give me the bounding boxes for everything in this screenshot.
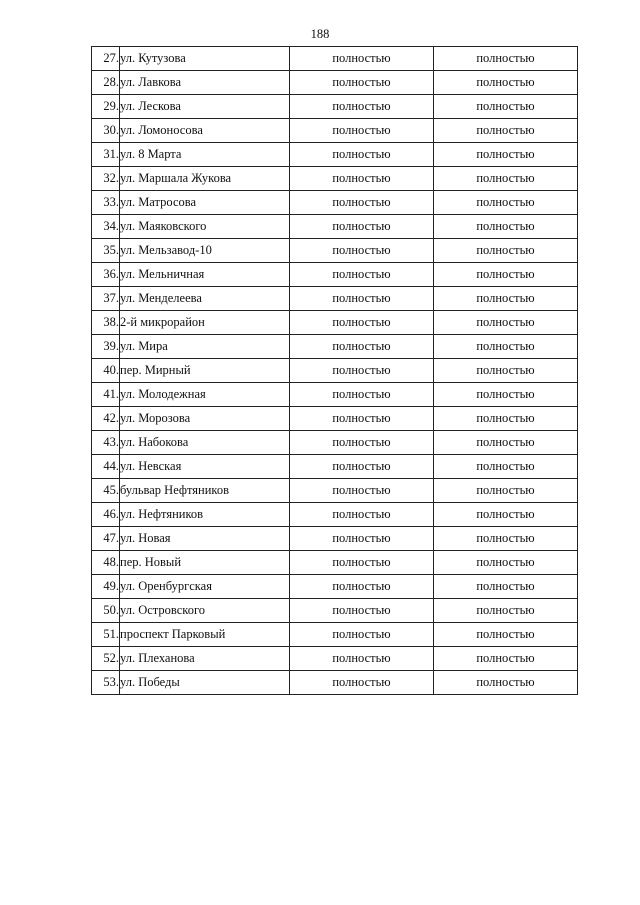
coverage-cell-1: полностью bbox=[290, 287, 434, 311]
coverage-cell-1: полностью bbox=[290, 623, 434, 647]
street-name-cell: ул. Маяковского bbox=[120, 215, 290, 239]
row-number-cell: 33. bbox=[92, 191, 120, 215]
street-name-cell: ул. Матросова bbox=[120, 191, 290, 215]
streets-table bbox=[91, 46, 578, 695]
street-name-cell: ул. Победы bbox=[120, 671, 290, 695]
row-number-cell: 41. bbox=[92, 383, 120, 407]
coverage-cell-2: полностью bbox=[434, 623, 578, 647]
page-number: 188 bbox=[310, 27, 330, 41]
table-row bbox=[92, 167, 578, 191]
table-row bbox=[92, 599, 578, 623]
coverage-cell-1: полностью bbox=[290, 527, 434, 551]
row-number-cell: 46. bbox=[92, 503, 120, 527]
table-row bbox=[92, 263, 578, 287]
row-number-cell: 27. bbox=[92, 47, 120, 71]
coverage-cell-2: полностью bbox=[434, 335, 578, 359]
coverage-cell-1: полностью bbox=[290, 359, 434, 383]
coverage-cell-1: полностью bbox=[290, 671, 434, 695]
coverage-cell-2: полностью bbox=[434, 239, 578, 263]
coverage-cell-2: полностью bbox=[434, 407, 578, 431]
row-number-cell: 52. bbox=[92, 647, 120, 671]
street-name-cell: ул. Молодежная bbox=[120, 383, 290, 407]
street-name-cell: ул. Новая bbox=[120, 527, 290, 551]
coverage-cell-1: полностью bbox=[290, 431, 434, 455]
street-name-cell: ул. Плеханова bbox=[120, 647, 290, 671]
table-row bbox=[92, 335, 578, 359]
street-name-cell: пер. Новый bbox=[120, 551, 290, 575]
coverage-cell-2: полностью bbox=[434, 503, 578, 527]
street-name-cell: ул. Мира bbox=[120, 335, 290, 359]
coverage-cell-1: полностью bbox=[290, 575, 434, 599]
street-name-cell: ул. Лескова bbox=[120, 95, 290, 119]
row-number-cell: 43. bbox=[92, 431, 120, 455]
coverage-cell-2: полностью bbox=[434, 263, 578, 287]
table-row bbox=[92, 143, 578, 167]
coverage-cell-2: полностью bbox=[434, 551, 578, 575]
row-number-cell: 30. bbox=[92, 119, 120, 143]
coverage-cell-1: полностью bbox=[290, 143, 434, 167]
coverage-cell-1: полностью bbox=[290, 407, 434, 431]
row-number-cell: 35. bbox=[92, 239, 120, 263]
coverage-cell-1: полностью bbox=[290, 47, 434, 71]
coverage-cell-1: полностью bbox=[290, 119, 434, 143]
coverage-cell-2: полностью bbox=[434, 383, 578, 407]
coverage-cell-1: полностью bbox=[290, 455, 434, 479]
street-name-cell: ул. Морозова bbox=[120, 407, 290, 431]
coverage-cell-2: полностью bbox=[434, 71, 578, 95]
row-number-cell: 48. bbox=[92, 551, 120, 575]
street-name-cell: ул. Набокова bbox=[120, 431, 290, 455]
table-row bbox=[92, 503, 578, 527]
street-name-cell: ул. Маршала Жукова bbox=[120, 167, 290, 191]
table-body bbox=[92, 47, 578, 695]
coverage-cell-2: полностью bbox=[434, 575, 578, 599]
street-name-cell: бульвар Нефтяников bbox=[120, 479, 290, 503]
row-number-cell: 32. bbox=[92, 167, 120, 191]
street-name-cell: 2-й микрорайон bbox=[120, 311, 290, 335]
coverage-cell-2: полностью bbox=[434, 143, 578, 167]
coverage-cell-1: полностью bbox=[290, 215, 434, 239]
table-row bbox=[92, 671, 578, 695]
coverage-cell-1: полностью bbox=[290, 311, 434, 335]
row-number-cell: 38. bbox=[92, 311, 120, 335]
table-row bbox=[92, 287, 578, 311]
coverage-cell-2: полностью bbox=[434, 479, 578, 503]
coverage-cell-2: полностью bbox=[434, 47, 578, 71]
row-number-cell: 53. bbox=[92, 671, 120, 695]
coverage-cell-2: полностью bbox=[434, 95, 578, 119]
table-row bbox=[92, 647, 578, 671]
coverage-cell-2: полностью bbox=[434, 191, 578, 215]
table-row bbox=[92, 383, 578, 407]
row-number-cell: 28. bbox=[92, 71, 120, 95]
table-row bbox=[92, 71, 578, 95]
row-number-cell: 42. bbox=[92, 407, 120, 431]
street-name-cell: проспект Парковый bbox=[120, 623, 290, 647]
street-name-cell: ул. Кутузова bbox=[120, 47, 290, 71]
coverage-cell-1: полностью bbox=[290, 479, 434, 503]
row-number-cell: 51. bbox=[92, 623, 120, 647]
table-row bbox=[92, 527, 578, 551]
coverage-cell-1: полностью bbox=[290, 647, 434, 671]
row-number-cell: 36. bbox=[92, 263, 120, 287]
table-row bbox=[92, 95, 578, 119]
table-row bbox=[92, 623, 578, 647]
row-number-cell: 50. bbox=[92, 599, 120, 623]
coverage-cell-2: полностью bbox=[434, 431, 578, 455]
coverage-cell-2: полностью bbox=[434, 167, 578, 191]
street-name-cell: ул. Нефтяников bbox=[120, 503, 290, 527]
coverage-cell-2: полностью bbox=[434, 455, 578, 479]
table-row bbox=[92, 191, 578, 215]
table-row bbox=[92, 311, 578, 335]
table-row bbox=[92, 359, 578, 383]
street-name-cell: ул. Менделеева bbox=[120, 287, 290, 311]
coverage-cell-2: полностью bbox=[434, 311, 578, 335]
coverage-cell-1: полностью bbox=[290, 191, 434, 215]
coverage-cell-1: полностью bbox=[290, 95, 434, 119]
coverage-cell-1: полностью bbox=[290, 383, 434, 407]
row-number-cell: 31. bbox=[92, 143, 120, 167]
coverage-cell-1: полностью bbox=[290, 263, 434, 287]
table-row bbox=[92, 551, 578, 575]
table-row bbox=[92, 407, 578, 431]
table-row bbox=[92, 431, 578, 455]
street-name-cell: пер. Мирный bbox=[120, 359, 290, 383]
row-number-cell: 45. bbox=[92, 479, 120, 503]
street-name-cell: ул. Оренбургская bbox=[120, 575, 290, 599]
row-number-cell: 49. bbox=[92, 575, 120, 599]
table-row bbox=[92, 215, 578, 239]
street-name-cell: ул. Мельзавод-10 bbox=[120, 239, 290, 263]
coverage-cell-2: полностью bbox=[434, 287, 578, 311]
row-number-cell: 39. bbox=[92, 335, 120, 359]
coverage-cell-2: полностью bbox=[434, 599, 578, 623]
table-row bbox=[92, 239, 578, 263]
coverage-cell-2: полностью bbox=[434, 647, 578, 671]
coverage-cell-2: полностью bbox=[434, 119, 578, 143]
coverage-cell-1: полностью bbox=[290, 599, 434, 623]
street-name-cell: ул. Невская bbox=[120, 455, 290, 479]
row-number-cell: 40. bbox=[92, 359, 120, 383]
coverage-cell-1: полностью bbox=[290, 503, 434, 527]
coverage-cell-2: полностью bbox=[434, 215, 578, 239]
row-number-cell: 34. bbox=[92, 215, 120, 239]
row-number-cell: 29. bbox=[92, 95, 120, 119]
coverage-cell-2: полностью bbox=[434, 671, 578, 695]
row-number-cell: 37. bbox=[92, 287, 120, 311]
row-number-cell: 44. bbox=[92, 455, 120, 479]
coverage-cell-1: полностью bbox=[290, 239, 434, 263]
street-name-cell: ул. Островского bbox=[120, 599, 290, 623]
table-row bbox=[92, 119, 578, 143]
coverage-cell-2: полностью bbox=[434, 527, 578, 551]
coverage-cell-1: полностью bbox=[290, 551, 434, 575]
coverage-cell-1: полностью bbox=[290, 71, 434, 95]
street-name-cell: ул. Ломоносова bbox=[120, 119, 290, 143]
table-row bbox=[92, 455, 578, 479]
table-row bbox=[92, 575, 578, 599]
coverage-cell-1: полностью bbox=[290, 167, 434, 191]
street-name-cell: ул. Лавкова bbox=[120, 71, 290, 95]
street-name-cell: ул. Мельничная bbox=[120, 263, 290, 287]
coverage-cell-1: полностью bbox=[290, 335, 434, 359]
table-row bbox=[92, 479, 578, 503]
coverage-cell-2: полностью bbox=[434, 359, 578, 383]
row-number-cell: 47. bbox=[92, 527, 120, 551]
table-row bbox=[92, 47, 578, 71]
street-name-cell: ул. 8 Марта bbox=[120, 143, 290, 167]
